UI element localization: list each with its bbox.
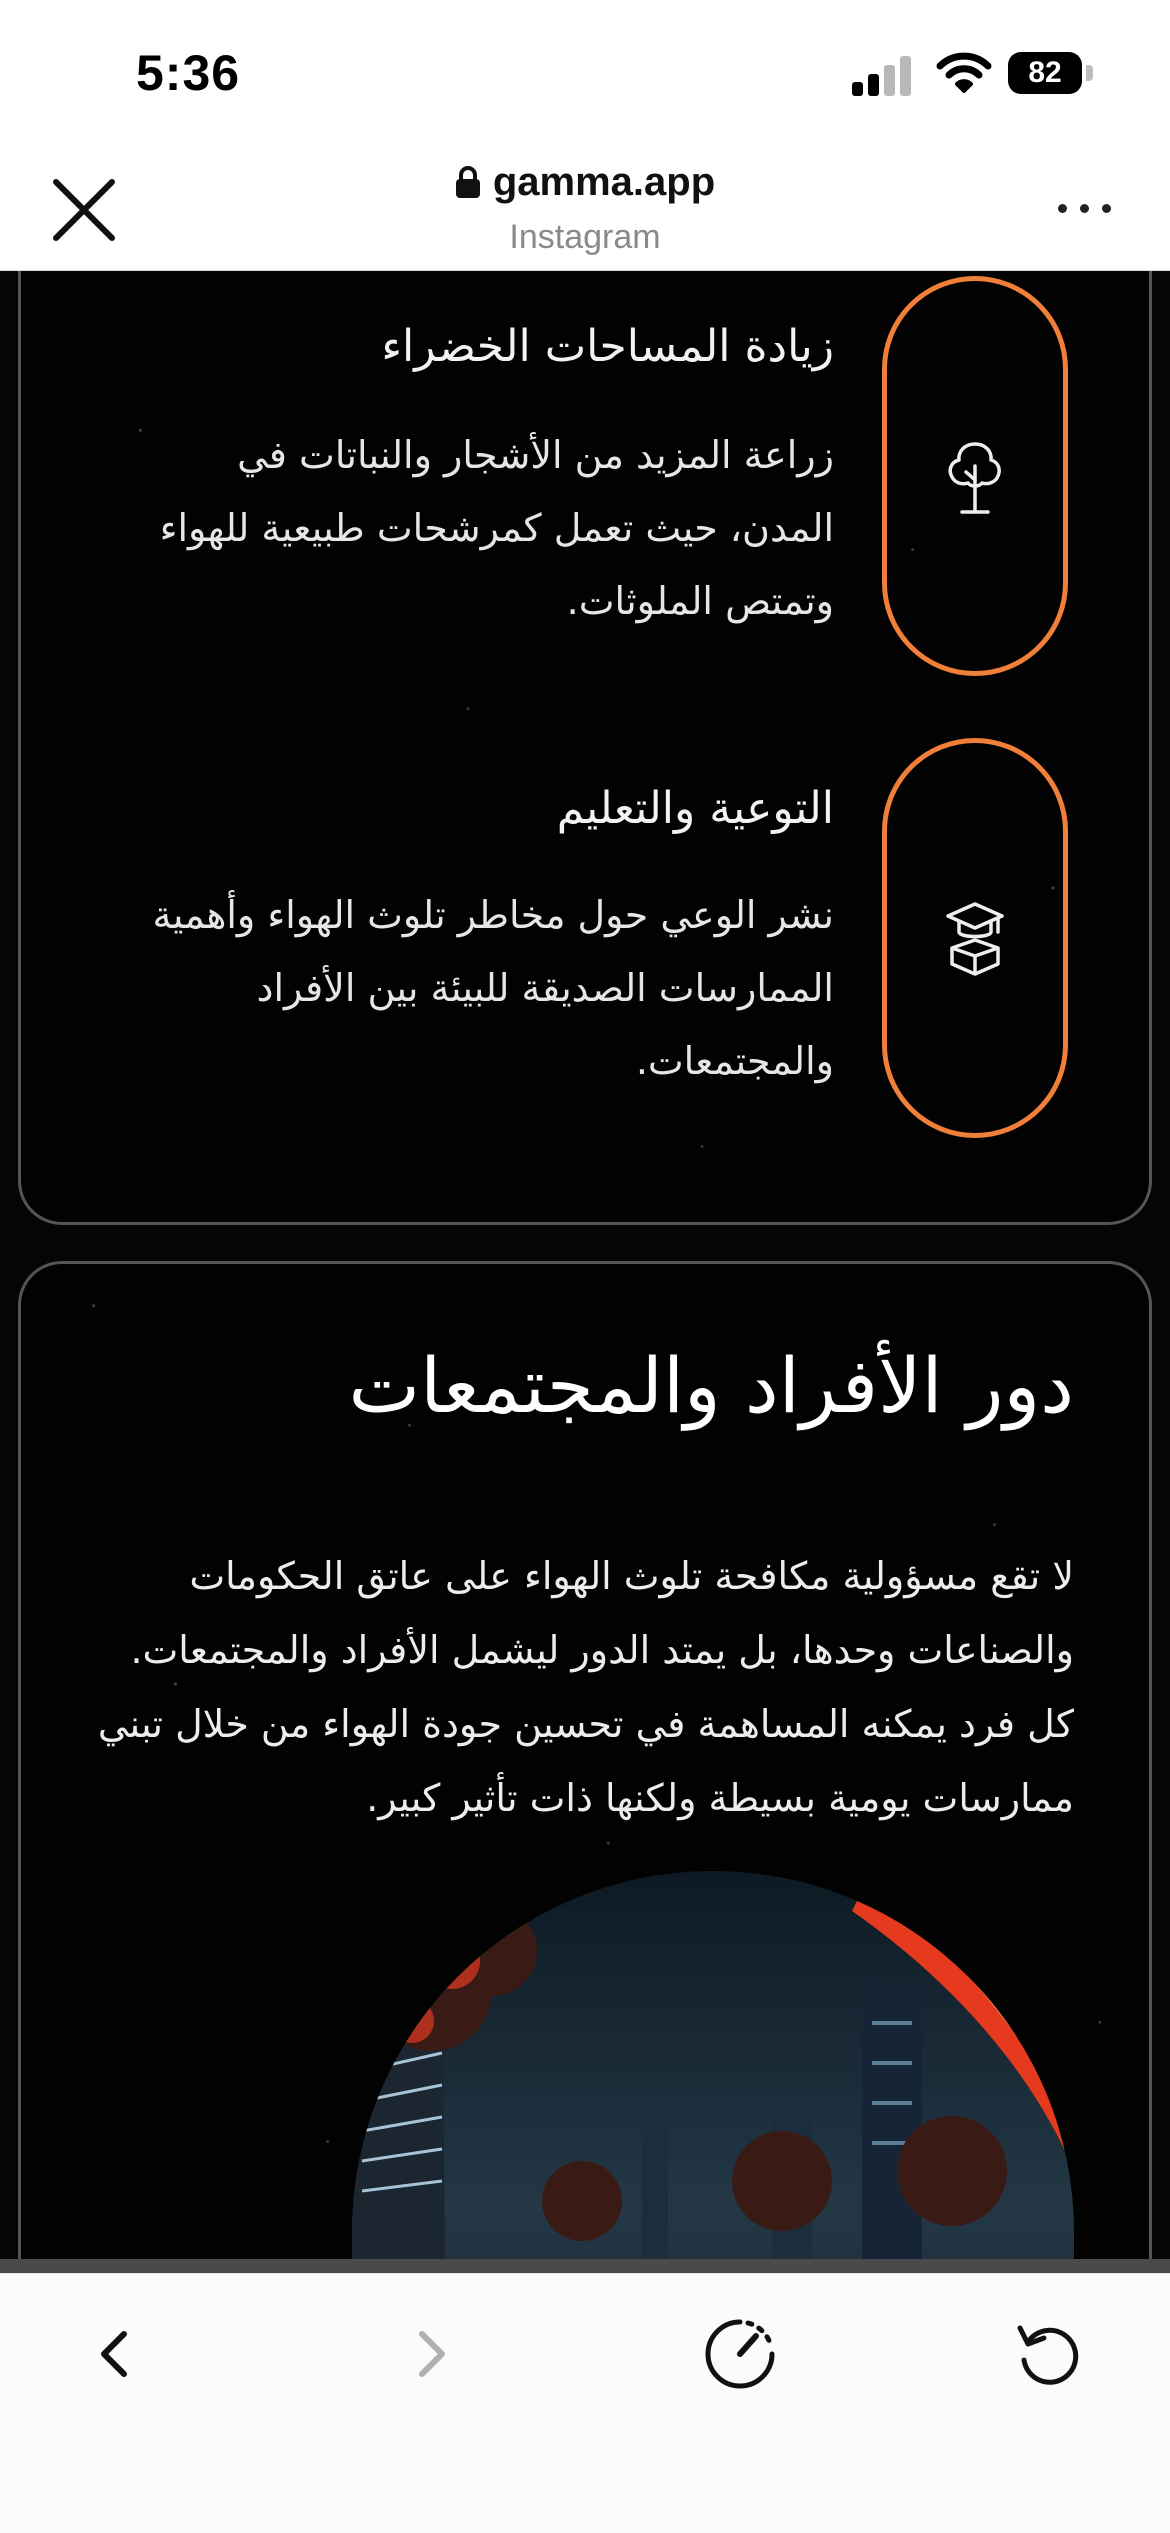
tree-icon [940, 436, 1010, 516]
page-scroll-track [0, 2259, 1170, 2273]
chevron-left-icon [76, 2314, 156, 2394]
feature-text: نشر الوعي حول مخاطر تلوث الهواء وأهمية الممارسات الصديقة للبيئة بين الأفراد والمجتمعات. [152, 893, 834, 1083]
graduation-cap-icon [940, 898, 1010, 978]
reload-icon [1010, 2314, 1090, 2394]
page-content[interactable] [0, 271, 1170, 2261]
forward-button[interactable] [390, 2314, 470, 2394]
section-body: لا تقع مسؤولية مكافحة تلوث الهواء على عاتق الحكومات والصناعات وحدها، بل يمتد الدور ليشمل الأفراد والمجتمعات. كل فرد يمكنه المساهمة في تحسين جودة الهواء من خلال تبني ممارسات يومية بسيطة ولكنها ذات تأثير كبير. [97, 1554, 1074, 1820]
back-button[interactable] [76, 2314, 156, 2394]
feature-title: التوعية والتعليم [556, 783, 834, 834]
url-subtitle: Instagram [509, 218, 661, 256]
status-time: 5:36 [136, 45, 241, 101]
more-button[interactable] [1058, 192, 1114, 222]
url-domain: gamma.app [492, 160, 716, 204]
cellular-signal-icon [852, 56, 914, 96]
feature-icon-pill [882, 738, 1068, 1138]
url-bar[interactable] [0, 160, 1170, 205]
feature-text: زراعة المزيد من الأشجار والنباتات في المدن، حيث تعمل كمرشحات طبيعية للهواء وتمتص الملوثات. [159, 433, 834, 623]
reload-button[interactable] [1010, 2314, 1090, 2394]
wifi-icon [936, 50, 992, 94]
battery-icon [1008, 52, 1092, 94]
chevron-right-icon [390, 2314, 470, 2394]
feature-icon-pill [882, 276, 1068, 676]
battery-level: 82 [1028, 56, 1062, 89]
section-heading: دور الأفراد والمجتمعات [348, 1341, 1074, 1430]
speedometer-icon [700, 2314, 780, 2394]
speed-button[interactable] [700, 2314, 780, 2394]
status-bar [0, 0, 1170, 150]
browser-header [0, 150, 1170, 271]
feature-title: زيادة المساحات الخضراء [381, 321, 834, 372]
browser-toolbar [0, 2273, 1170, 2533]
lock-icon [455, 164, 481, 198]
